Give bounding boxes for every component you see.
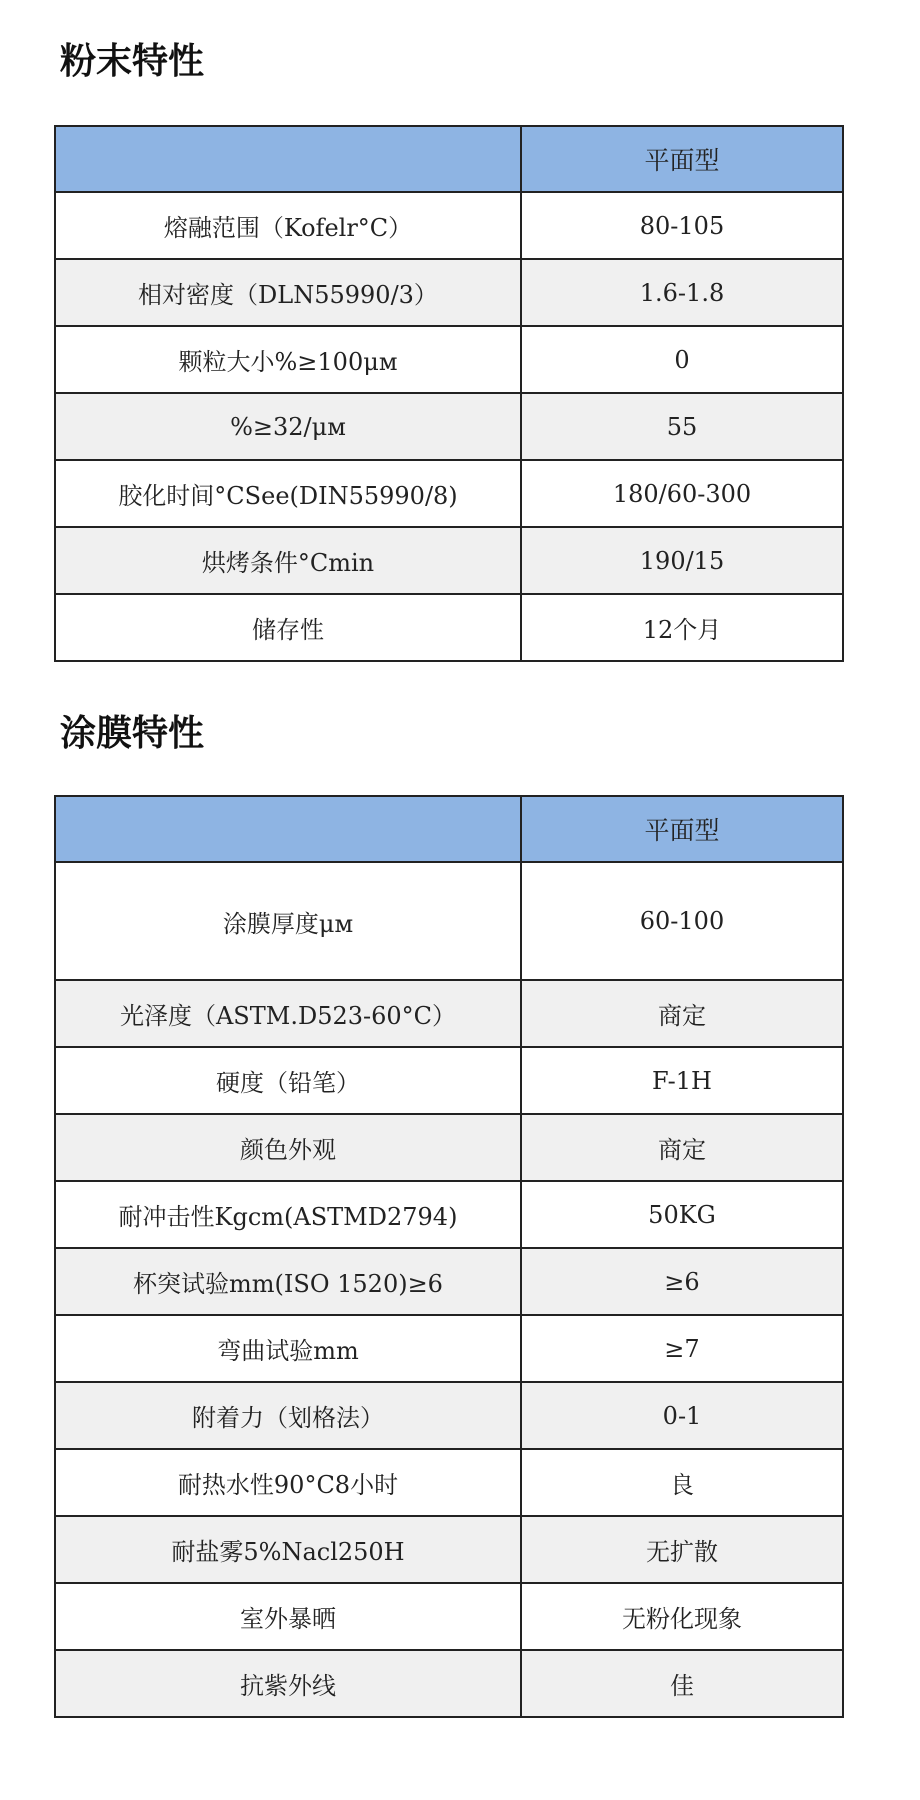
value-cell: 80-105 <box>521 192 843 259</box>
powder-properties-title: 粉末特性 <box>60 41 205 82</box>
table-row <box>55 1315 843 1382</box>
table-row <box>55 192 843 259</box>
header-cell-type: 平面型 <box>521 796 843 862</box>
header-cell-property <box>55 126 521 192</box>
value-cell: ≥7 <box>521 1315 843 1382</box>
table-row <box>55 980 843 1047</box>
property-cell: 抗紫外线 <box>55 1650 521 1717</box>
property-cell: 烘烤条件°Cmin <box>55 527 521 594</box>
table-row <box>55 1181 843 1248</box>
value-cell: 佳 <box>521 1650 843 1717</box>
value-cell: 55 <box>521 393 843 460</box>
property-cell: 涂膜厚度μм <box>55 862 521 980</box>
header-cell-type: 平面型 <box>521 126 843 192</box>
table-header-row <box>55 796 843 862</box>
table-row <box>55 1114 843 1181</box>
powder-properties-table <box>54 125 844 662</box>
table-row <box>55 393 843 460</box>
property-cell: 颗粒大小%≥100μм <box>55 326 521 393</box>
value-cell: 180/60-300 <box>521 460 843 527</box>
table-row <box>55 594 843 661</box>
value-cell: 良 <box>521 1449 843 1516</box>
property-cell: 硬度（铅笔） <box>55 1047 521 1114</box>
value-cell: 0 <box>521 326 843 393</box>
property-cell: 弯曲试验mm <box>55 1315 521 1382</box>
property-cell: 室外暴晒 <box>55 1583 521 1650</box>
value-cell: 0-1 <box>521 1382 843 1449</box>
table-row <box>55 1047 843 1114</box>
table-row <box>55 1248 843 1315</box>
value-cell: 商定 <box>521 1114 843 1181</box>
property-cell: 颜色外观 <box>55 1114 521 1181</box>
value-cell: 无粉化现象 <box>521 1583 843 1650</box>
value-cell: 商定 <box>521 980 843 1047</box>
value-cell: 190/15 <box>521 527 843 594</box>
property-cell: 相对密度（DLN55990/3） <box>55 259 521 326</box>
property-cell: 耐热水性90°C8小时 <box>55 1449 521 1516</box>
table-row <box>55 326 843 393</box>
table-row <box>55 1583 843 1650</box>
value-cell: 12个月 <box>521 594 843 661</box>
table-row <box>55 862 843 980</box>
property-cell: 储存性 <box>55 594 521 661</box>
property-cell: %≥32/μм <box>55 393 521 460</box>
table-row <box>55 460 843 527</box>
property-cell: 光泽度（ASTM.D523-60°C） <box>55 980 521 1047</box>
table-row <box>55 1449 843 1516</box>
table-row <box>55 1382 843 1449</box>
property-cell: 杯突试验mm(ISO 1520)≥6 <box>55 1248 521 1315</box>
property-cell: 附着力（划格法） <box>55 1382 521 1449</box>
value-cell: F-1H <box>521 1047 843 1114</box>
value-cell: 1.6-1.8 <box>521 259 843 326</box>
value-cell: 60-100 <box>521 862 843 980</box>
property-cell: 耐盐雾5%Nacl250H <box>55 1516 521 1583</box>
property-cell: 熔融范围（Kofelr°C） <box>55 192 521 259</box>
table-row <box>55 527 843 594</box>
table-row <box>55 259 843 326</box>
property-cell: 耐冲击性Kgcm(ASTMD2794) <box>55 1181 521 1248</box>
header-cell-property <box>55 796 521 862</box>
table-row <box>55 1516 843 1583</box>
table-header-row <box>55 126 843 192</box>
value-cell: 无扩散 <box>521 1516 843 1583</box>
value-cell: 50KG <box>521 1181 843 1248</box>
value-cell: ≥6 <box>521 1248 843 1315</box>
film-properties-table <box>54 795 844 1718</box>
table-row <box>55 1650 843 1717</box>
property-cell: 胶化时间°CSee(DIN55990/8) <box>55 460 521 527</box>
film-properties-title: 涂膜特性 <box>60 713 205 754</box>
